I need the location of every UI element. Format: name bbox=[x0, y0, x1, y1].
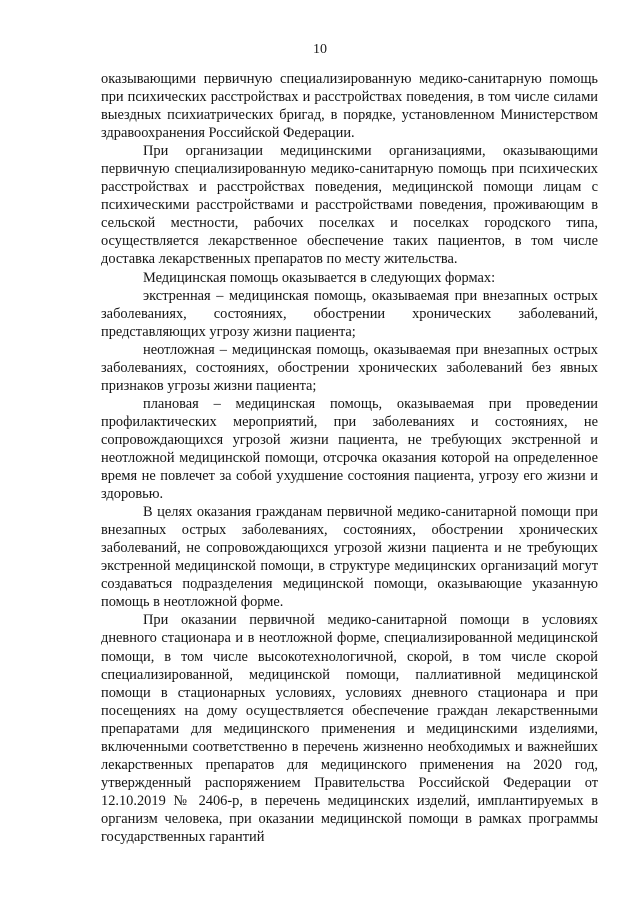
paragraph-urgent-units: В целях оказания гражданам первичной медико-санитарной помощи при внезапных острых заболеваниях, состояниях, обострении хронических заболеваний, не сопровождающихся угрозой жизни пациента и не требующих экстренной медицинской помощи, в структуре медицинских организаций могут создаваться подразделения медицинской помощи, оказывающие указанную помощь в неотложной форме. bbox=[101, 504, 598, 611]
paragraph-form-emergency: экстренная – медицинская помощь, оказываемая при внезапных острых заболеваниях, состояниях, обострении хронических заболеваний, представляющих угрозу жизни пациента; bbox=[101, 287, 598, 340]
paragraph-form-planned: плановая – медицинская помощь, оказываемая при проведении профилактических мероприятий, при заболеваниях и состояниях, не сопровождающихся угрозой жизни пациента, не требующих экстренной и неотложной медицинской помощи, отсрочка оказания которой на определенное время не повлечет за собой ухудшение состояния пациента, угрозу его жизни и здоровью. bbox=[101, 395, 598, 503]
paragraph-drug-provision: При оказании первичной медико-санитарной помощи в условиях дневного стационара и в неотложной форме, специализированной медицинской помощи, в том числе высокотехнологичной, скорой, в том числе скорой специализированной, медицинской помощи, паллиативной медицинской помощи в стационарных условиях, условиях дневного стационара и при посещениях на дому осуществляется обеспечение граждан лекарственными препаратами для медицинского применения и медицинскими изделиями, включенными соответственно в перечень жизненно необходимых и важнейших лекарственных препаратов для медицинского применения на 2020 год, утвержденный распоряжением Правительства Российской Федерации от 12.10.2019 № 2406-р, в перечень медицинских изделий, имплантируемых в организм человека, при оказании медицинской помощи в рамках программы государственных гарантий bbox=[101, 612, 598, 845]
paragraph-forms-intro: Медицинская помощь оказывается в следующих формах: bbox=[143, 269, 496, 286]
page-number: 10 bbox=[313, 42, 327, 57]
document-body bbox=[101, 70, 598, 846]
paragraph-continuation: оказывающими первичную специализированную медико-санитарную помощь при психических расстройствах и расстройствах поведения, в том числе силами выездных психиатрических бригад, в порядке, установленном Министерством здравоохранения Российской Федерации. bbox=[101, 71, 598, 142]
paragraph-drug-supply-rural: При организации медицинскими организациями, оказывающими первичную специализированную медико-санитарную помощь при психических расстройствах и расстройствах поведения, медицинской помощи лицам с психическими расстройствами и расстройствами поведения, проживающим в сельской местности, рабочих поселках и поселках городского типа, осуществляется лекарственное обеспечение таких пациентов, в том числе доставка лекарственных препаратов по месту жительства. bbox=[101, 143, 598, 268]
paragraph-form-urgent: неотложная – медицинская помощь, оказываемая при внезапных острых заболеваниях, состояниях, обострении хронических заболеваний без явных признаков угрозы жизни пациента; bbox=[101, 341, 598, 394]
